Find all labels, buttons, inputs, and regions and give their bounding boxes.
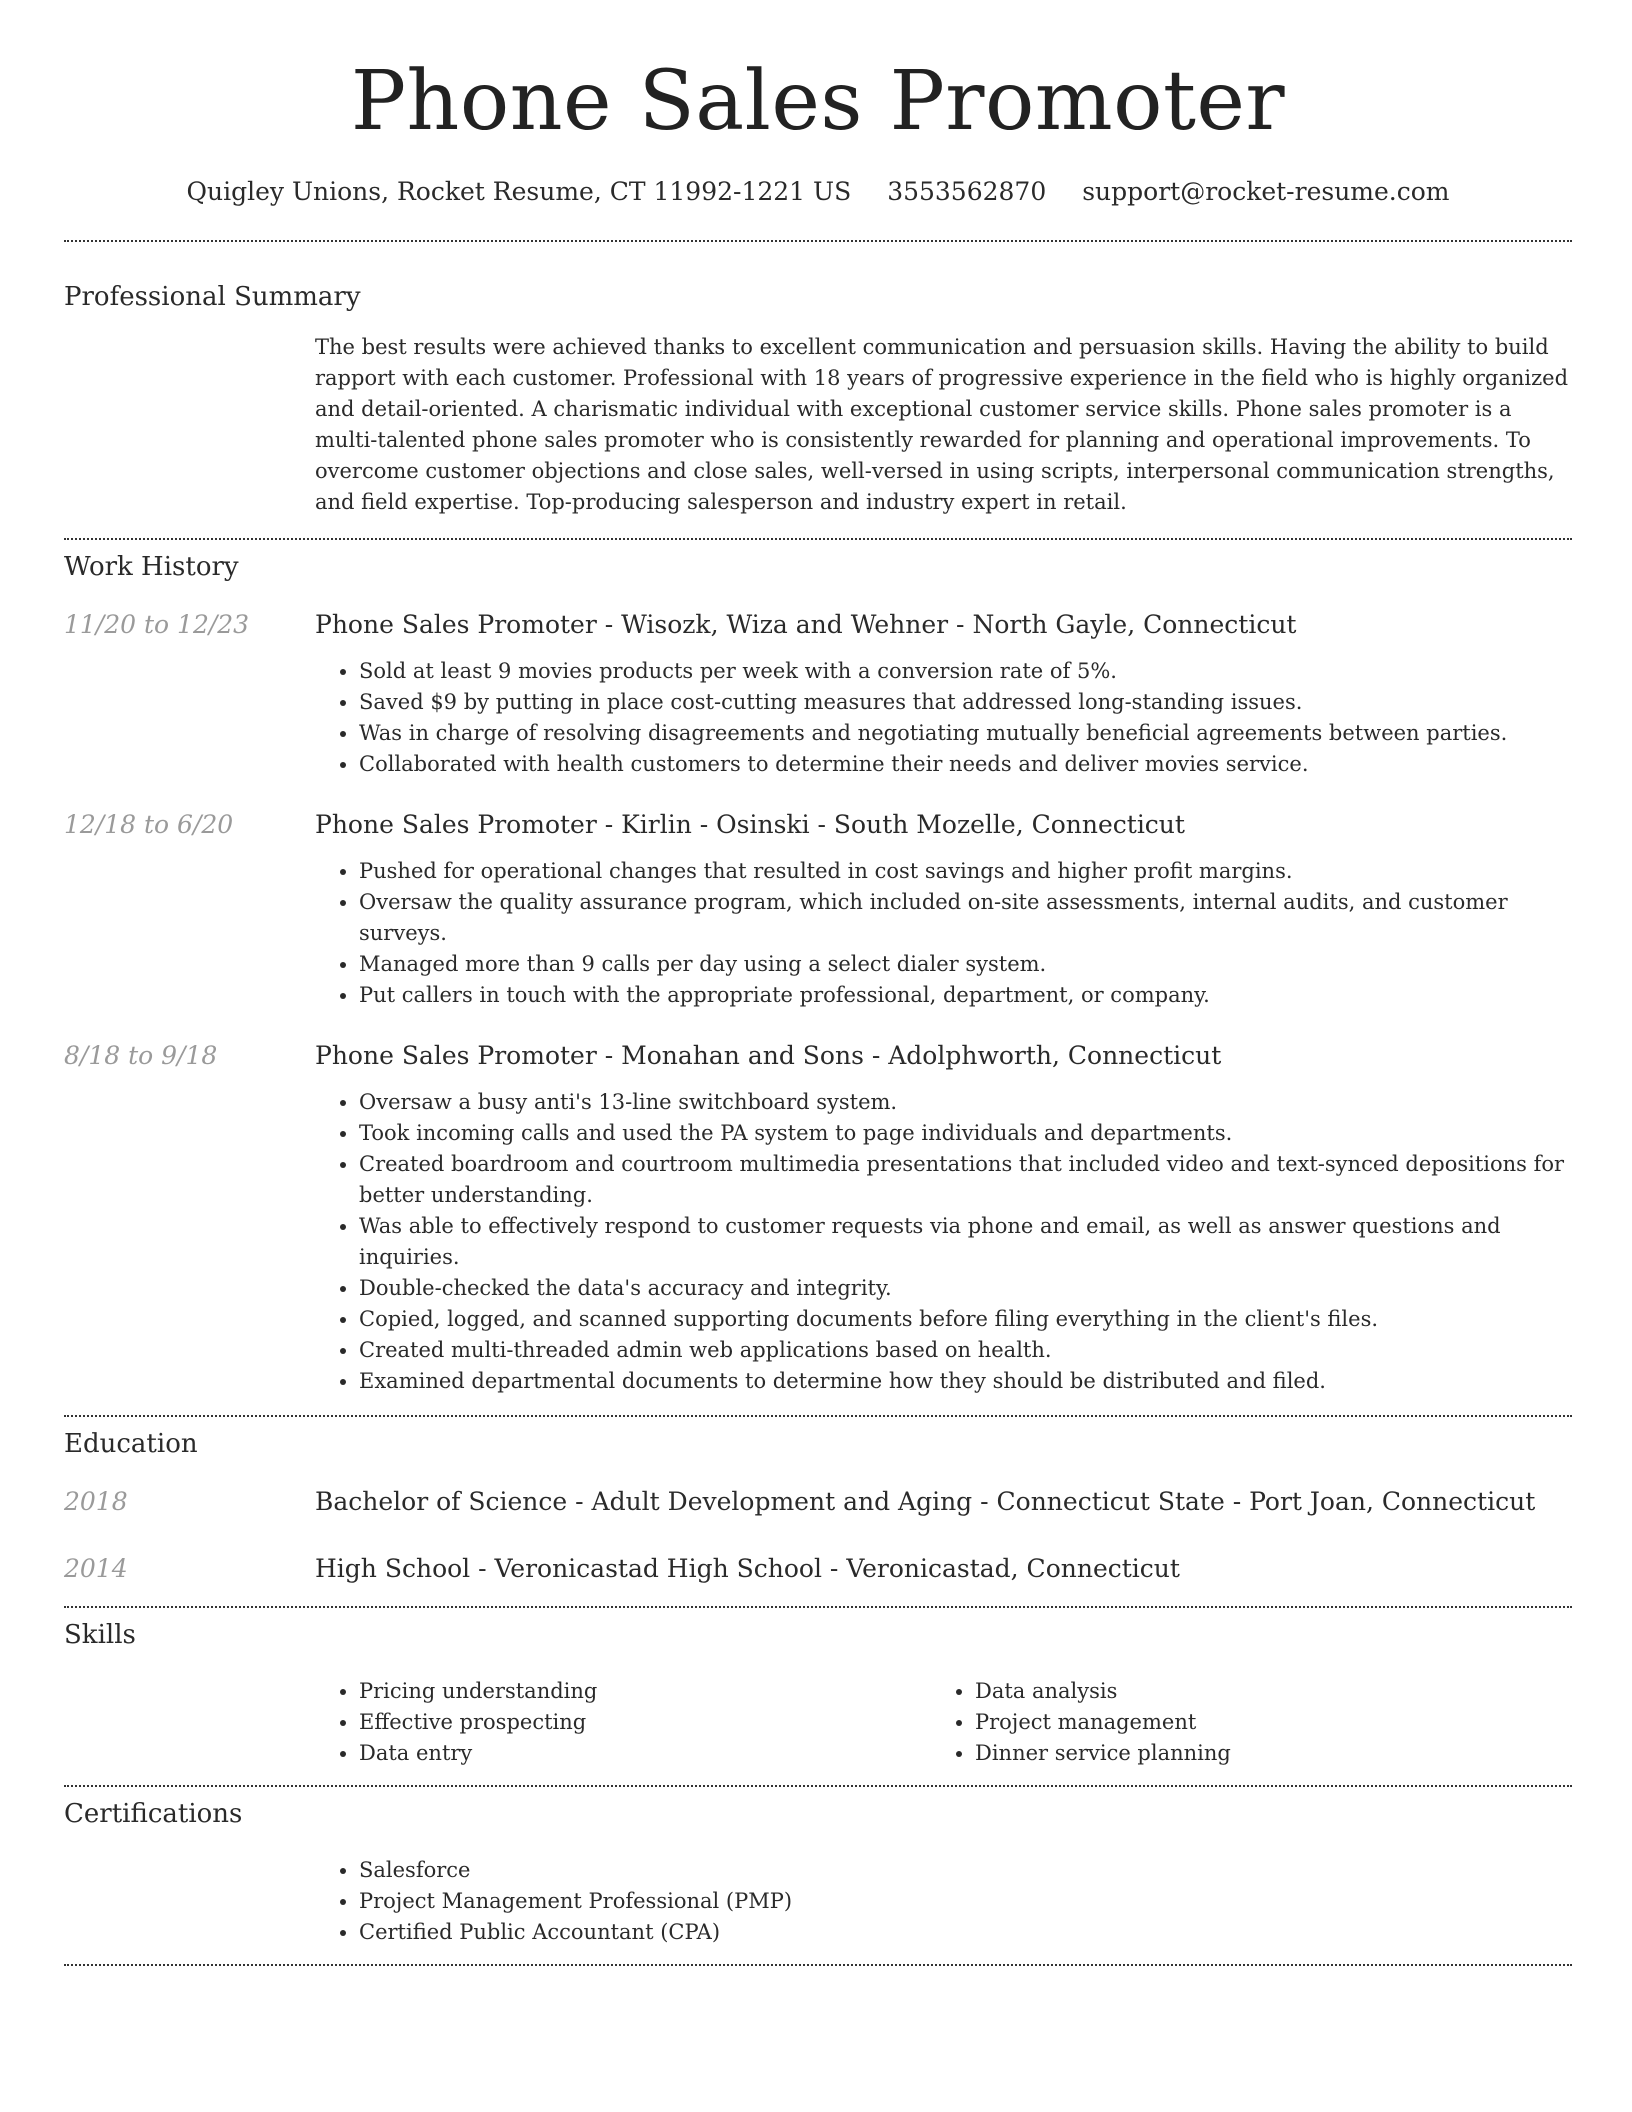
resume-name: Phone Sales Promoter: [350, 54, 1286, 149]
list-item: • Was able to effectively respond to customer requests via phone and email, as well as answer questions and inquiries.: [359, 1211, 1572, 1273]
list-item: • Double-checked the data's accuracy and integrity.: [359, 1273, 1572, 1304]
list-item: • Created boardroom and courtroom multimedia presentations that included video and text-synced depositions for better understanding.: [359, 1149, 1572, 1211]
summary-row: [64, 332, 1572, 518]
job-heading: Phone Sales Promoter - Monahan and Sons - Adolphworth, Connecticut: [315, 1041, 1222, 1070]
job-entry: [64, 808, 1572, 1011]
job-dates: 8/18 to 9/18: [64, 1041, 218, 1070]
divider: [64, 1606, 1572, 1608]
list-item: • Took incoming calls and used the PA system to page individuals and departments.: [359, 1118, 1572, 1149]
job-heading: Phone Sales Promoter - Kirlin - Osinski - South Mozelle, Connecticut: [315, 810, 1185, 839]
section-title-work: Work History: [64, 552, 239, 582]
education-year: 2018: [64, 1487, 128, 1516]
section-title-certifications: Certifications: [64, 1799, 243, 1829]
list-item: • Oversaw the quality assurance program, which included on-site assessments, internal audits, and customer surveys.: [359, 887, 1572, 949]
job-dates: 11/20 to 12/23: [64, 610, 250, 639]
list-item: • Pushed for operational changes that resulted in cost savings and higher profit margins.: [359, 856, 1572, 887]
certifications-row: [64, 1855, 1572, 1948]
education-year: 2014: [64, 1554, 128, 1583]
job-bullets: [315, 656, 1572, 780]
job-bullets: [315, 1087, 1572, 1397]
list-item: • Certified Public Accountant (CPA): [359, 1917, 1572, 1948]
skills-list-right: [931, 1676, 1547, 1769]
contact-phone: 3553562870: [887, 177, 1047, 206]
divider: [64, 1785, 1572, 1787]
divider: [64, 1415, 1572, 1417]
list-item: • Put callers in touch with the appropriate professional, department, or company.: [359, 980, 1572, 1011]
list-item: • Project management: [975, 1707, 1547, 1738]
job-entry: [64, 608, 1572, 780]
list-item: • Salesforce: [359, 1855, 1572, 1886]
divider: [64, 538, 1572, 540]
education-entry: [64, 1485, 1572, 1519]
education-entry: [64, 1552, 1572, 1586]
certifications-list: [315, 1855, 1572, 1948]
list-item: • Data entry: [359, 1738, 931, 1769]
list-item: • Oversaw a busy anti's 13-line switchboard system.: [359, 1087, 1572, 1118]
list-item: • Created multi-threaded admin web applications based on health.: [359, 1335, 1572, 1366]
list-item: • Managed more than 9 calls per day using a select dialer system.: [359, 949, 1572, 980]
list-item: • Data analysis: [975, 1676, 1547, 1707]
list-item: • Collaborated with health customers to determine their needs and deliver movies service.: [359, 749, 1572, 780]
job-heading: Phone Sales Promoter - Wisozk, Wiza and Wehner - North Gayle, Connecticut: [315, 610, 1297, 639]
list-item: • Sold at least 9 movies products per week with a conversion rate of 5%.: [359, 656, 1572, 687]
contact-line: [64, 176, 1572, 208]
job-entry: [64, 1039, 1572, 1397]
section-title-education: Education: [64, 1429, 198, 1459]
list-item: • Pricing understanding: [359, 1676, 931, 1707]
skills-list-left: [315, 1676, 931, 1769]
list-item: • Examined departmental documents to determine how they should be distributed and filed.: [359, 1366, 1572, 1397]
list-item: • Saved $9 by putting in place cost-cutting measures that addressed long-standing issues.: [359, 687, 1572, 718]
list-item: • Was in charge of resolving disagreements and negotiating mutually beneficial agreements between parties.: [359, 718, 1572, 749]
contact-email[interactable]: support@rocket-resume.com: [1082, 177, 1450, 206]
divider: [64, 1964, 1572, 1966]
list-item: • Effective prospecting: [359, 1707, 931, 1738]
skills-grid: [315, 1676, 1572, 1769]
section-title-summary: Professional Summary: [64, 282, 361, 312]
section-title-skills: Skills: [64, 1620, 136, 1650]
contact-address: Quigley Unions, Rocket Resume, CT 11992-1221 US: [186, 177, 852, 206]
list-item: • Dinner service planning: [975, 1738, 1547, 1769]
education-text: High School - Veronicastad High School - Veronicastad, Connecticut: [315, 1554, 1180, 1583]
job-bullets: [315, 856, 1572, 1011]
resume-page: [64, 0, 1572, 1966]
list-item: • Copied, logged, and scanned supporting documents before filing everything in the client's files.: [359, 1304, 1572, 1335]
skills-row: [64, 1676, 1572, 1769]
divider: [64, 240, 1572, 242]
summary-text: The best results were achieved thanks to excellent communication and persuasion skills. Having the ability to build rapport with each customer. Professional with 18 years of progressive experience in the field who is highly organized and detail-oriented. A charismatic individual with exceptional customer service skills. Phone sales promoter is a multi-talented phone sales promoter who is consistently rewarded for planning and operational improvements. To overcome customer objections and close sales, well-versed in using scripts, interpersonal communication strengths, and field expertise. Top-producing salesperson and industry expert in retail.: [315, 335, 1569, 514]
list-item: • Project Management Professional (PMP): [359, 1886, 1572, 1917]
job-dates: 12/18 to 6/20: [64, 810, 234, 839]
education-text: Bachelor of Science - Adult Development and Aging - Connecticut State - Port Joan, Connecticut: [315, 1487, 1536, 1516]
